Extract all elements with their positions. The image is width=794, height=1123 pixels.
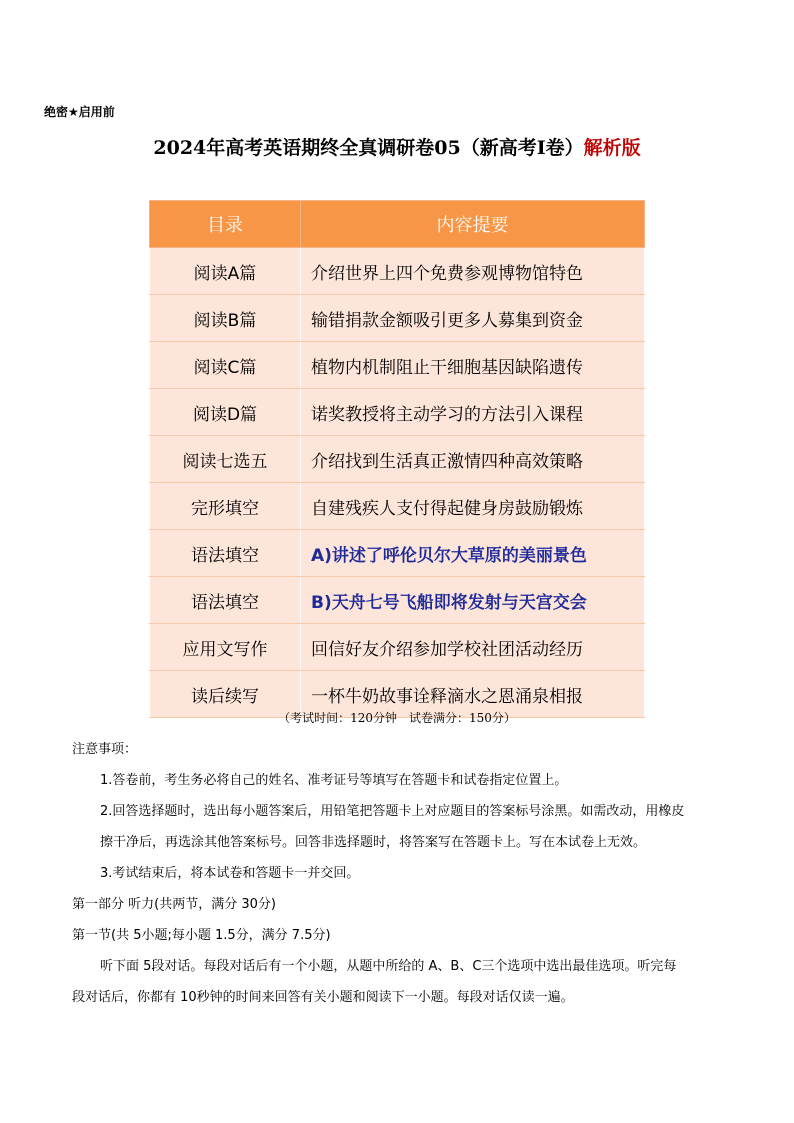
table-row [150,624,645,671]
instruction-line-2: 段对话后，你都有 10秒钟的时间来回答有关小题和阅读下一小题。每段对话仅读一遍。 [72,990,574,1005]
secret-label: 绝密★启用前 [44,105,115,119]
row-summary: 介绍找到生活真正激情四种高效策略 [301,436,645,483]
instruction-line-1: 听下面 5段对话。每段对话后有一个小题，从题中所给的 A、B、C三个选项中选出最佳选项。听完每 [100,959,677,974]
row-category: 阅读C篇 [150,342,301,389]
exam-info: （考试时间：120分钟 试卷满分：150分） [278,711,516,725]
note-item-2a: 2.回答选择题时，选出每小题答案后，用铅笔把答题卡上对应题目的答案标号涂黑。如需改动，用橡皮 [100,804,685,819]
table-row [150,342,645,389]
note-item-2b: 擦干净后，再选涂其他答案标号。回答非选择题时，将答案写在答题卡上。写在本试卷上无效。 [100,835,647,850]
table-row [150,248,645,295]
table-row [150,436,645,483]
row-category: 读后续写 [150,671,301,718]
row-summary: 一杯牛奶故事诠释滴水之恩涌泉相报 [301,671,645,718]
part-heading: 第一部分 听力(共两节，满分 30分) [72,897,276,912]
title-version: 解析版 [583,137,641,159]
title-main: 2024年高考英语期终全真调研卷05（新高考I卷） [153,137,584,159]
col-header-summary: 内容提要 [301,201,645,248]
row-category: 完形填空 [150,483,301,530]
row-category: 应用文写作 [150,624,301,671]
notes-heading: 注意事项： [72,742,138,757]
row-summary: A)讲述了呼伦贝尔大草原的美丽景色 [301,530,645,577]
row-summary: B)天舟七号飞船即将发射与天宫交会 [301,577,645,624]
row-summary: 介绍世界上四个免费参观博物馆特色 [301,248,645,295]
table-row [150,530,645,577]
table-row [150,577,645,624]
row-summary: 输错捐款金额吸引更多人募集到资金 [301,295,645,342]
note-item-1: 1.答卷前，考生务必将自己的姓名、准考证号等填写在答题卡和试卷指定位置上。 [100,773,568,788]
subsection-heading: 第一节(共 5小题;每小题 1.5分，满分 7.5分) [72,928,331,943]
table-row [150,483,645,530]
row-category: 阅读七选五 [150,436,301,483]
table-header-row [150,201,645,248]
table-row [150,295,645,342]
page-title [0,133,794,160]
row-category: 语法填空 [150,577,301,624]
row-category: 阅读A篇 [150,248,301,295]
notes-section [72,734,732,1013]
row-summary: 诺奖教授将主动学习的方法引入课程 [301,389,645,436]
row-category: 语法填空 [150,530,301,577]
row-summary: 回信好友介绍参加学校社团活动经历 [301,624,645,671]
row-summary: 自建残疾人支付得起健身房鼓励锻炼 [301,483,645,530]
row-category: 阅读D篇 [150,389,301,436]
note-item-3: 3.考试结束后，将本试卷和答题卡一并交回。 [100,866,360,881]
table-row [150,389,645,436]
row-category: 阅读B篇 [150,295,301,342]
row-summary: 植物内机制阻止干细胞基因缺陷遗传 [301,342,645,389]
contents-table [149,200,645,718]
col-header-catalog: 目录 [150,201,301,248]
